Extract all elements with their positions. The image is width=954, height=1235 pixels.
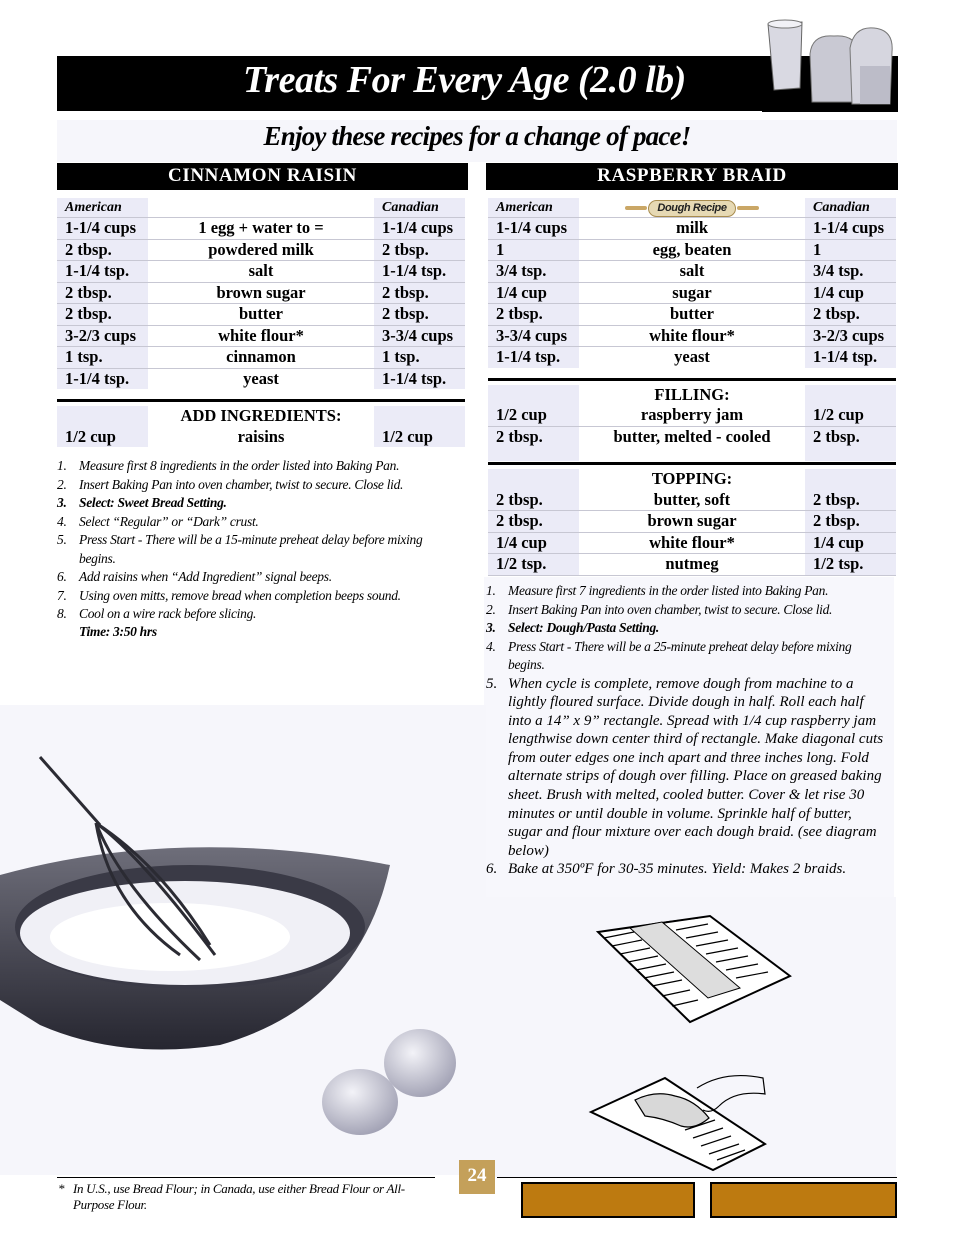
list-item: 2. Insert Baking Pan into oven chamber, twist to secure. Close lid. [57, 476, 404, 492]
list-item: 8. Cool on a wire rack before slicing. [57, 606, 257, 621]
list-item: 3. Select: Dough/Pasta Setting. [486, 620, 659, 635]
add-ingredients-heading: ADD INGREDIENTS: [148, 406, 374, 427]
american-amount: 2 tbsp. [488, 511, 579, 533]
page-title: Treats For Every Age (2.0 lb) [243, 59, 686, 101]
table-row [488, 239, 896, 261]
table-subheading-row [488, 469, 896, 490]
american-amount: 1/4 cup [488, 282, 579, 304]
table-row [488, 554, 896, 576]
canadian-amount: 1/4 cup [805, 282, 896, 304]
table-row [57, 427, 465, 448]
american-amount: 1 tsp. [57, 347, 148, 369]
canadian-amount: 1-1/4 cups [374, 218, 465, 240]
table-row [488, 405, 896, 426]
table-row [488, 490, 896, 511]
table-subheading-row [57, 406, 465, 427]
ingredient-name: 1 egg + water to = [148, 218, 374, 240]
american-amount: 1-1/4 tsp. [488, 347, 579, 368]
list-item: 4. Press Start - There will be a 25-minute preheat delay before mixing begins. [486, 638, 852, 672]
footer-tab-left[interactable] [521, 1182, 695, 1218]
table-header-row [488, 198, 896, 218]
canadian-amount: 3-3/4 cups [374, 325, 465, 347]
american-amount: 1-1/4 tsp. [57, 261, 148, 283]
col-american: American [57, 198, 148, 218]
ingredient-name: salt [579, 261, 805, 283]
mixing-bowl-photo [0, 745, 486, 1145]
canadian-amount: 2 tbsp. [805, 511, 896, 533]
american-amount: 2 tbsp. [57, 282, 148, 304]
ingredient-name: brown sugar [579, 511, 805, 533]
american-amount: 2 tbsp. [488, 426, 579, 447]
bake-time: Time: 3:50 hrs [79, 624, 157, 639]
table-row [488, 218, 896, 240]
section-divider [488, 378, 896, 381]
raspberry-ingredients-table [488, 198, 896, 368]
table-row [488, 426, 896, 447]
ingredient-name: powdered milk [148, 239, 374, 261]
table-subheading-row [488, 385, 896, 406]
canadian-amount: 3/4 tsp. [805, 261, 896, 283]
canadian-amount: 2 tbsp. [805, 490, 896, 511]
table-header-row [57, 198, 465, 218]
ingredient-name: raisins [148, 427, 374, 448]
canadian-amount: 1-1/4 tsp. [374, 368, 465, 389]
canadian-amount: 1-1/4 tsp. [805, 347, 896, 368]
american-amount: 1-1/4 tsp. [57, 368, 148, 389]
american-amount: 3/4 tsp. [488, 261, 579, 283]
ingredient-name: egg, beaten [579, 239, 805, 261]
american-amount: 2 tbsp. [488, 490, 579, 511]
cinnamon-ingredients-table [57, 198, 465, 389]
list-item: 1. Measure first 8 ingredients in the order listed into Baking Pan. [57, 458, 400, 473]
page-subtitle: Enjoy these recipes for a change of pace! [263, 121, 691, 151]
list-item: 5. Press Start - There will be a 15-minute preheat delay before mixing begins. [57, 532, 423, 566]
canadian-amount: 2 tbsp. [374, 239, 465, 261]
ingredient-name: white flour* [579, 325, 805, 347]
footnote-text: In U.S., use Bread Flour; in Canada, use either Bread Flour or All-Purpose Flour. [73, 1181, 405, 1212]
raspberry-braid-recipe [488, 198, 896, 576]
ingredient-name: yeast [148, 368, 374, 389]
cinnamon-raisin-heading: CINNAMON RAISIN [57, 163, 468, 190]
table-row [57, 261, 465, 283]
canadian-amount: 1/4 cup [805, 532, 896, 554]
page-number: 24 [459, 1160, 495, 1194]
raspberry-braid-steps [486, 582, 886, 879]
american-amount: 1/2 tsp. [488, 554, 579, 576]
topping-table [488, 469, 896, 576]
table-row [57, 304, 465, 326]
ingredient-name: white flour* [148, 325, 374, 347]
table-row [57, 368, 465, 389]
section-divider [57, 399, 465, 402]
section-divider [488, 462, 896, 465]
ingredient-name: brown sugar [148, 282, 374, 304]
canadian-amount: 2 tbsp. [805, 304, 896, 326]
canadian-amount: 3-2/3 cups [805, 325, 896, 347]
ingredient-name: butter [579, 304, 805, 326]
col-canadian: Canadian [374, 198, 465, 218]
table-row [488, 532, 896, 554]
canadian-amount: 2 tbsp. [374, 304, 465, 326]
list-item: 5. When cycle is complete, remove dough from machine to a lightly floured surface. Divide dough in half. Roll each half into a 14” x 9” rectangle. Spread with 1/4 cup raspberry jam lengthwise down center third of rectangle. Make diagonal cuts from outer edges one inch apart and three inches long. Fold alternate strips of dough over filling. Place on greased baking sheet. Brush with melted, cooled butter. Cover & let rise 30 minutes or until double in volume. Sprinkle half of butter, sugar and flour mixture over each dough braid. (see diagram below) [486, 675, 884, 859]
list-item: 2. Insert Baking Pan into oven chamber, twist to secure. Close lid. [486, 601, 833, 617]
american-amount: 2 tbsp. [488, 304, 579, 326]
canadian-amount: 2 tbsp. [374, 282, 465, 304]
american-amount: 2 tbsp. [57, 239, 148, 261]
footer-rule [57, 1177, 435, 1178]
table-row [488, 347, 896, 368]
table-row [57, 347, 465, 369]
canadian-amount: 2 tbsp. [805, 426, 896, 447]
table-row [57, 239, 465, 261]
american-amount: 1-1/4 cups [488, 218, 579, 240]
footer-tab-right[interactable] [710, 1182, 897, 1218]
filling-table [488, 385, 896, 462]
table-row [488, 282, 896, 304]
ingredient-name: butter, soft [579, 490, 805, 511]
table-row [57, 282, 465, 304]
list-item: 6. Add raisins when “Add Ingredient” signal beeps. [57, 569, 332, 584]
table-row [57, 218, 465, 240]
ingredient-name: butter [148, 304, 374, 326]
filling-heading: FILLING: [579, 385, 805, 406]
table-row [488, 304, 896, 326]
list-item: 7. Using oven mitts, remove bread when completion beeps sound. [57, 587, 401, 603]
cinnamon-raisin-recipe [57, 198, 465, 447]
ingredient-name: white flour* [579, 532, 805, 554]
american-amount: 1-1/4 cups [57, 218, 148, 240]
list-item: 1. Measure first 7 ingredients in the order listed into Baking Pan. [486, 583, 829, 598]
topping-heading: TOPPING: [579, 469, 805, 490]
canadian-amount: 1/2 tsp. [805, 554, 896, 576]
american-amount: 2 tbsp. [57, 304, 148, 326]
canadian-amount: 1-1/4 cups [805, 218, 896, 240]
flour-footnote [58, 1181, 428, 1213]
american-amount: 3-2/3 cups [57, 325, 148, 347]
ingredient-name: yeast [579, 347, 805, 368]
dough-rectangle-diagram [590, 910, 795, 1030]
col-canadian: Canadian [805, 198, 896, 218]
ingredient-name: cinnamon [148, 347, 374, 369]
american-amount: 1/2 cup [488, 405, 579, 426]
canadian-amount: 1 tsp. [374, 347, 465, 369]
list-item: 3. Select: Sweet Bread Setting. [57, 495, 227, 510]
american-amount: 1/2 cup [57, 427, 148, 448]
table-row [488, 511, 896, 533]
american-amount: 1 [488, 239, 579, 261]
ingredient-name: nutmeg [579, 554, 805, 576]
table-row [488, 325, 896, 347]
table-row [57, 325, 465, 347]
list-item: 4. Select “Regular” or “Dark” crust. [57, 513, 259, 529]
canadian-amount: 1 [805, 239, 896, 261]
canadian-amount: 1/2 cup [805, 405, 896, 426]
ingredient-name: milk [579, 218, 805, 240]
cinnamon-add-ingredients-table [57, 406, 465, 447]
ingredient-name: raspberry jam [579, 405, 805, 426]
footer-rule [497, 1177, 897, 1178]
cinnamon-raisin-steps [57, 457, 457, 624]
col-american: American [488, 198, 579, 218]
list-item: 6. Bake at 350ºF for 30-35 minutes. Yield: Makes 2 braids. [486, 861, 847, 878]
canadian-amount: 1-1/4 tsp. [374, 261, 465, 283]
folding-strips-diagram [585, 1060, 780, 1175]
ingredient-name: salt [148, 261, 374, 283]
american-amount: 3-3/4 cups [488, 325, 579, 347]
dough-recipe-badge: Dough Recipe [648, 200, 735, 217]
raspberry-braid-heading: RASPBERRY BRAID [486, 163, 898, 190]
ingredient-name: sugar [579, 282, 805, 304]
bread-pans-illustration [762, 18, 898, 112]
american-amount: 1/4 cup [488, 532, 579, 554]
canadian-amount: 1/2 cup [374, 427, 465, 448]
footnote-mark: * [58, 1181, 65, 1196]
table-row [488, 261, 896, 283]
ingredient-name: butter, melted - cooled [579, 426, 805, 447]
